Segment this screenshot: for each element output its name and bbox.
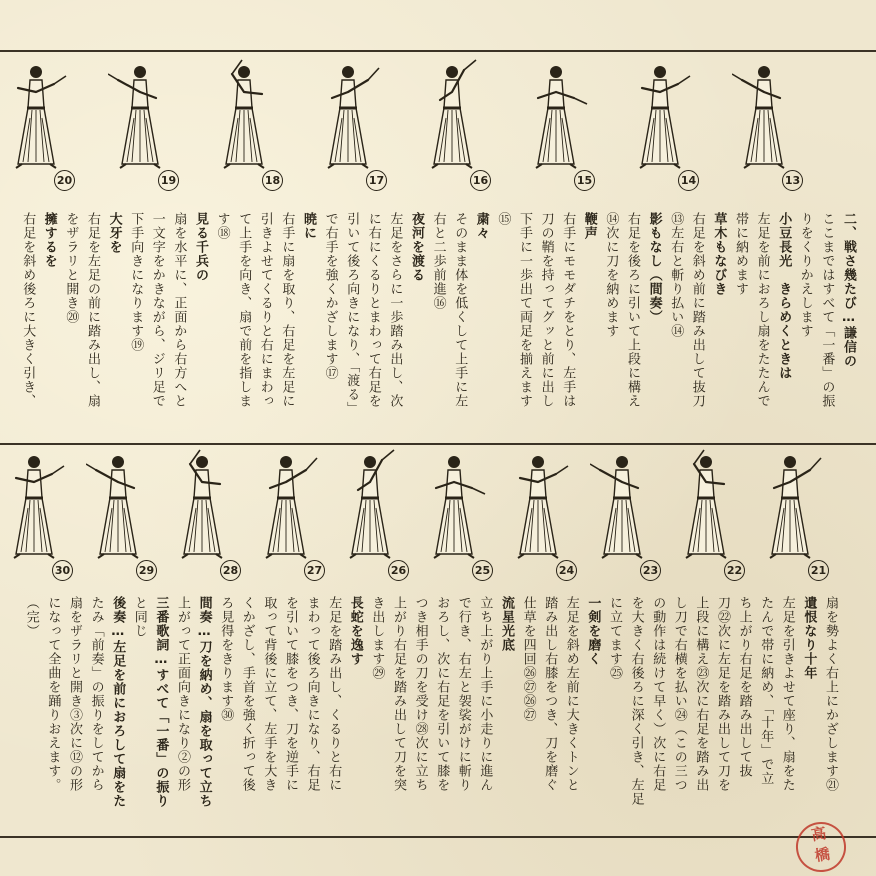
- figure-number-22: 22: [724, 560, 745, 581]
- dancer-figure-19: [108, 58, 177, 198]
- figure-number-13: 13: [782, 170, 803, 191]
- figure-number-24: 24: [556, 560, 577, 581]
- text-column: たみ「前奏」の振りをしてから: [88, 596, 104, 792]
- figure-number-16: 16: [470, 170, 491, 191]
- dancer-illustration: [422, 448, 486, 568]
- figure-number-15: 15: [574, 170, 595, 191]
- dancer-illustration: [86, 448, 150, 568]
- dancer-figure-13: [732, 58, 801, 198]
- dancer-figure-27: [254, 448, 323, 588]
- text-column: 右足を後ろに引いて上段に構え: [625, 212, 640, 408]
- text-column: 帯に納めます: [733, 212, 748, 296]
- text-column: 左足をさらに一歩踏み出し、次: [387, 212, 403, 408]
- dancer-figure-26: [338, 448, 407, 588]
- text-column: たんで帯に納め、「十年」で立: [758, 596, 774, 786]
- section-heading: 暁に: [301, 212, 316, 240]
- text-column: 右足を斜め前に踏み出して抜刀: [689, 212, 705, 408]
- dancer-figure-22: [674, 448, 743, 588]
- text-column: 右足を左足の前に踏み出し、扇: [85, 212, 100, 408]
- text-column: 右手に扇を取り、右足を左足に: [279, 212, 295, 408]
- section-heading: 二、戦さ幾たび…謙信の: [841, 212, 856, 368]
- text-column: き出します㉙: [369, 596, 385, 680]
- section-heading: 夜河を渡る: [409, 212, 424, 282]
- section-heading: 擁するを: [41, 212, 57, 268]
- text-column: 立ち上がり上手に小走りに進ん: [477, 596, 493, 792]
- middle-rule: [0, 443, 876, 445]
- figure-number-26: 26: [388, 560, 409, 581]
- figure-number-23: 23: [640, 560, 661, 581]
- text-column: 右足を斜め後ろに大きく引き、: [20, 212, 36, 408]
- text-column: の動作は続けて早く）次に右足: [650, 596, 666, 792]
- section-heading: 長蛇を逸す: [347, 596, 363, 666]
- dancer-illustration: [506, 448, 570, 568]
- section-heading: 一剣を磨く: [585, 596, 601, 666]
- text-column: 右手にモモダチをとり、左手は: [560, 212, 576, 408]
- dancer-figure-20: [4, 58, 73, 198]
- dancer-figure-23: [590, 448, 659, 588]
- text-column: りをくりかえします: [797, 212, 813, 338]
- section-heading: 粛々: [473, 212, 489, 240]
- dancer-illustration: [420, 58, 484, 178]
- text-column: で右手を強くかざします⑰: [322, 212, 338, 380]
- figure-number-27: 27: [304, 560, 325, 581]
- text-column: 扇をザラリと開き③次に⑫の形: [67, 596, 82, 792]
- dancer-illustration: [590, 448, 654, 568]
- text-column: と同じ: [131, 596, 147, 638]
- lower-figure-row: [0, 448, 876, 590]
- figure-number-25: 25: [472, 560, 493, 581]
- section-heading: 見る千兵の: [193, 212, 208, 282]
- upper-figure-row: [0, 58, 876, 208]
- text-column: を引いて膝をつき、刀を逆手に: [283, 596, 298, 792]
- text-column: す⑱: [214, 212, 230, 240]
- text-column: 刀㉒次に左足を踏み出して刀を: [715, 596, 730, 792]
- text-column: （完）: [23, 596, 39, 638]
- text-column: 扇を勢よく右上にかざします㉑: [823, 596, 838, 792]
- text-column: 引きよせてくるりと右にまわっ: [257, 212, 273, 408]
- section-heading: 大牙を: [106, 212, 122, 254]
- text-column: 刀の鞘を持ってグッと前に出し: [538, 212, 554, 408]
- dancer-figure-21: [758, 448, 827, 588]
- figure-number-18: 18: [262, 170, 283, 191]
- text-column: 左足を踏み出し、くるりと右に: [326, 596, 342, 792]
- section-heading: 流星光底: [499, 596, 514, 652]
- text-column: おろし、次に右足を引いて膝を: [434, 596, 450, 792]
- dancer-figure-14: [628, 58, 697, 198]
- dancer-illustration: [628, 58, 692, 178]
- text-column: 下手向きになります⑲: [128, 212, 144, 352]
- figure-number-20: 20: [54, 170, 75, 191]
- text-column: 踏み出し右膝をつき、刀を磨ぐ: [542, 596, 558, 792]
- section-heading: 遺恨なり十年: [801, 596, 817, 680]
- stamp-char-2: 橋: [813, 844, 832, 866]
- dancer-figure-30: [2, 448, 71, 588]
- text-column: 扇を水平に、正面から右方へと: [171, 212, 187, 408]
- figure-number-21: 21: [808, 560, 829, 581]
- text-column: ち上がり右足を踏み出して抜: [736, 596, 752, 778]
- text-column: 左足を前におろし扇をたたんで: [754, 212, 770, 408]
- top-rule: [0, 50, 876, 52]
- text-column: 取って背後に立て、左手を大き: [261, 596, 277, 792]
- stamp-char-1: 高: [809, 824, 828, 845]
- text-column: に立てます㉕: [607, 596, 622, 680]
- dancer-illustration: [338, 448, 402, 568]
- text-column: 右と二歩前進⑯: [430, 212, 446, 310]
- text-column: をザラリと開き⑳: [63, 212, 79, 324]
- figure-number-28: 28: [220, 560, 241, 581]
- section-heading: 鞭声: [581, 212, 597, 240]
- dancer-figure-16: [420, 58, 489, 198]
- dancer-illustration: [170, 448, 234, 568]
- figure-number-17: 17: [366, 170, 387, 191]
- text-column: に右にくるりとまわって右足を: [365, 212, 381, 408]
- figure-number-19: 19: [158, 170, 179, 191]
- section-heading: 間奏…刀を納め、扇を取って立ち: [196, 596, 212, 808]
- text-column: し刀で右横を払い㉔（この三つ: [671, 596, 687, 792]
- text-column: まわって後ろ向きになり、右足: [304, 596, 320, 792]
- dancer-illustration: [524, 58, 588, 178]
- text-column: 一文字をかきながら、ジリ足で: [149, 212, 165, 408]
- section-heading: 三番歌詞…すべて「一番」の振り: [153, 596, 169, 808]
- section-heading: 影もなし（間奏）: [646, 212, 662, 324]
- dancer-figure-29: [86, 448, 155, 588]
- text-column: ここまではすべて「一番」の振: [819, 212, 835, 408]
- dancer-figure-17: [316, 58, 385, 198]
- section-heading: 小豆長光 きらめくときは: [776, 212, 792, 380]
- dancer-figure-24: [506, 448, 575, 588]
- text-column: 上がり右足を踏み出して刀を突: [391, 596, 406, 792]
- text-column: ろ見得をきります㉚: [218, 596, 234, 722]
- text-column: で行き、右左と袈裟がけに斬り: [455, 596, 471, 792]
- text-column: 仕草を四回㉖㉗㉖㉗: [520, 596, 536, 722]
- dancer-illustration: [2, 448, 66, 568]
- text-column: 上がって正面向きになり②の形: [175, 596, 190, 792]
- text-column: ⑬左右と斬り払い⑭: [668, 212, 684, 338]
- text-column: になって全曲を踊りおえます。: [45, 596, 61, 792]
- text-column: ⑮: [495, 212, 511, 226]
- dancer-illustration: [316, 58, 380, 178]
- text-column: そのまま体を低くして上手に左: [452, 212, 468, 408]
- dancer-figure-15: [524, 58, 593, 198]
- section-heading: 草木もなびき: [711, 212, 727, 296]
- dancer-illustration: [732, 58, 796, 178]
- bottom-rule: [0, 836, 876, 838]
- text-column: ⑭次に刀を納めます: [603, 212, 619, 338]
- section-heading: 後奏…左足を前におろして扇をた: [110, 596, 126, 808]
- text-column: 左足を引きよせて座り、扇をた: [779, 596, 795, 792]
- figure-number-30: 30: [52, 560, 73, 581]
- dancer-illustration: [212, 58, 276, 178]
- dancer-illustration: [108, 58, 172, 178]
- dancer-illustration: [758, 448, 822, 568]
- figure-number-29: 29: [136, 560, 157, 581]
- dancer-illustration: [4, 58, 68, 178]
- text-column: て上手を向き、扇で前を指しま: [236, 212, 252, 408]
- text-column: 左足を斜め左前に大きくトンと: [563, 596, 579, 792]
- dancer-figure-18: [212, 58, 281, 198]
- text-column: 下手に一歩出て両足を揃えます: [517, 212, 532, 408]
- text-column: 上段に構え㉓次に右足を踏み出: [693, 596, 709, 792]
- dancer-illustration: [674, 448, 738, 568]
- text-column: つき相手の刀を受け㉘次に立ち: [412, 596, 428, 792]
- dancer-illustration: [254, 448, 318, 568]
- figure-number-14: 14: [678, 170, 699, 191]
- text-column: くかざし、手首を強く折って後: [239, 596, 255, 792]
- text-column: を大きく右後ろに深く引き、左足: [628, 596, 644, 806]
- dancer-figure-28: [170, 448, 239, 588]
- text-column: 引いて後ろ向きになり、「渡る」: [344, 212, 360, 416]
- upper-text-block: [0, 212, 876, 440]
- lower-text-block: [0, 596, 876, 832]
- dancer-figure-25: [422, 448, 491, 588]
